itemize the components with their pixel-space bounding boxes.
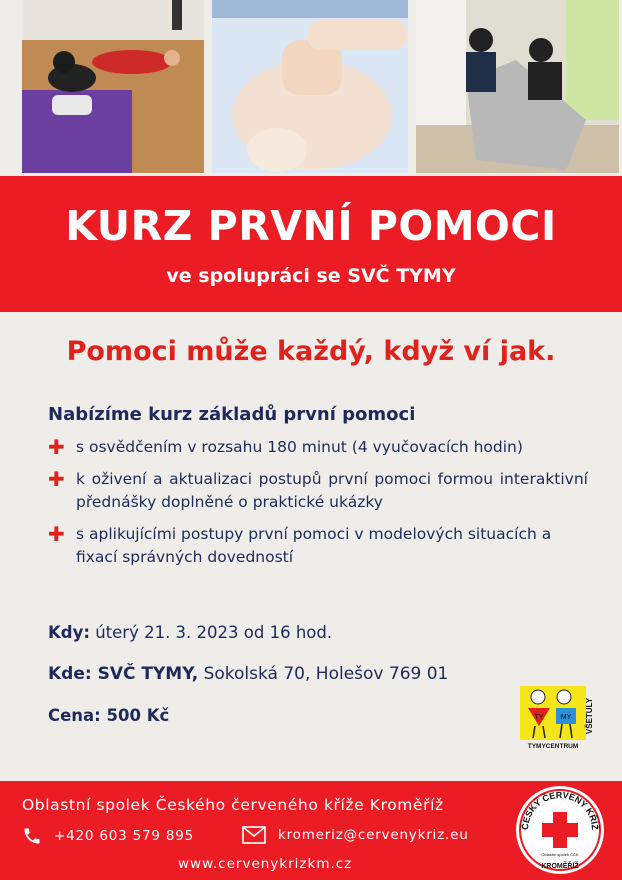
seal-bottom-text: KROMĚŘÍŽ bbox=[541, 863, 579, 870]
photo-rescue-blanket bbox=[416, 0, 619, 173]
location-line bbox=[48, 664, 448, 684]
email-contact[interactable] bbox=[242, 826, 469, 844]
red-cross-seal bbox=[514, 784, 606, 876]
list-item-text: s aplikujícími postupy první pomoci v modelových situacích a fixací správných dovedností bbox=[76, 525, 552, 566]
offer-list bbox=[48, 436, 588, 578]
list-item bbox=[48, 468, 588, 514]
course-subtitle: ve spolupráci se SVČ TYMY bbox=[166, 265, 456, 287]
list-item bbox=[48, 523, 588, 569]
logo-bottom-text: TYMYCENTRUM bbox=[527, 743, 579, 750]
tymy-logo bbox=[520, 686, 600, 750]
footer bbox=[0, 781, 622, 880]
plus-icon: ✚ bbox=[48, 522, 65, 546]
price-line bbox=[48, 706, 169, 725]
list-item-text: k oživení a aktualizaci postupů první pomoci formou interaktivní přednášky doplněné o praktické ukázky bbox=[76, 470, 588, 511]
date-value: úterý 21. 3. 2023 od 16 hod. bbox=[95, 623, 333, 642]
photo-cpr-mannequin bbox=[212, 0, 408, 173]
motto: Pomoci může každý, když ví jak. bbox=[66, 336, 556, 367]
location-value: Sokolská 70, Holešov 769 01 bbox=[203, 664, 449, 684]
plus-icon: ✚ bbox=[48, 435, 65, 459]
phone-contact[interactable] bbox=[22, 826, 194, 846]
phone-icon bbox=[22, 826, 42, 846]
email-address: kromeriz@cervenykriz.eu bbox=[278, 827, 469, 843]
photo-cpr-training-floor bbox=[22, 0, 204, 173]
list-item-text: s osvědčením v rozsahu 180 minut (4 vyučovacích hodin) bbox=[76, 438, 523, 456]
date-line bbox=[48, 623, 332, 642]
list-item bbox=[48, 436, 588, 459]
mail-icon bbox=[242, 826, 266, 844]
photo-strip bbox=[0, 0, 622, 173]
phone-number: +420 603 579 895 bbox=[54, 828, 195, 844]
seal-inner-text: Oblastní spolek ČČK bbox=[541, 852, 579, 857]
date-label: Kdy: bbox=[48, 623, 90, 642]
offer-heading: Nabízíme kurz základů první pomoci bbox=[48, 404, 416, 425]
location-label: Kde: SVČ TYMY, bbox=[48, 664, 199, 684]
logo-text-my: MY bbox=[560, 714, 572, 721]
price-label: Cena: bbox=[48, 706, 101, 725]
seal-top-text: ČESKÝ ČERVENÝ KŘÍŽ bbox=[519, 789, 601, 831]
course-title: KURZ PRVNÍ POMOCI bbox=[65, 202, 557, 250]
website-link[interactable]: www.cervenykrizkm.cz bbox=[178, 856, 353, 872]
title-banner bbox=[0, 176, 622, 312]
organization-name: Oblastní spolek Českého červeného kříže Kroměříž bbox=[22, 796, 444, 814]
logo-side-text: VŠETULY bbox=[585, 697, 594, 735]
plus-icon: ✚ bbox=[48, 467, 65, 491]
logo-text-ty: TY bbox=[534, 714, 544, 721]
price-value: 500 Kč bbox=[106, 706, 170, 725]
